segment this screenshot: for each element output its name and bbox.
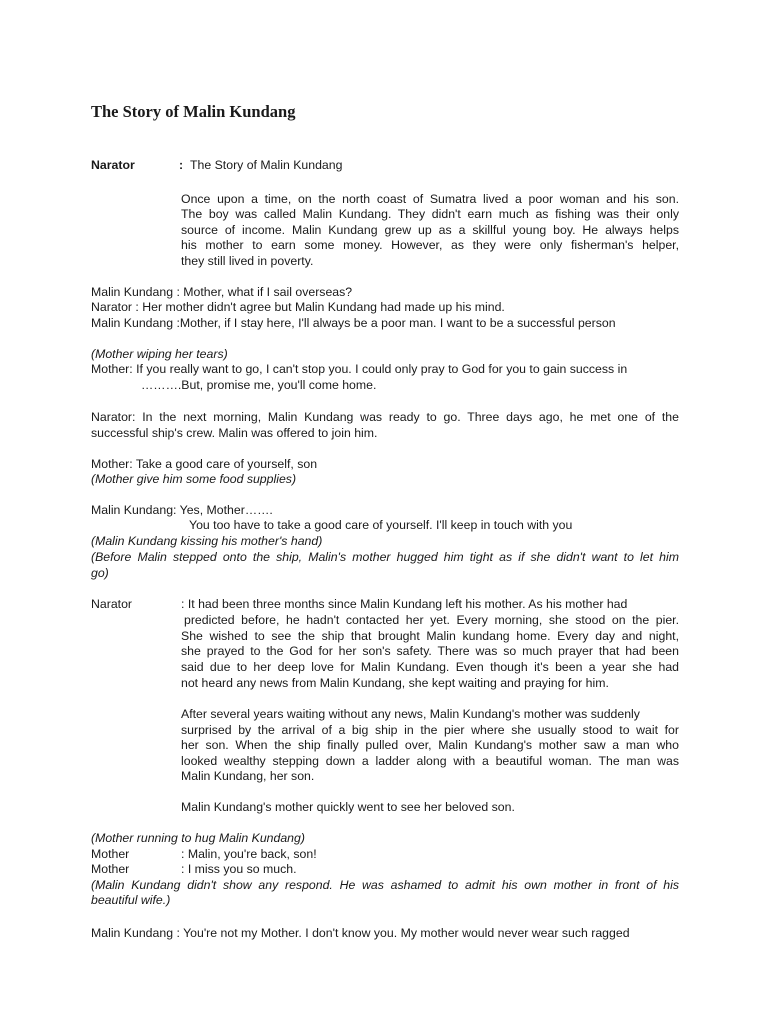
dialogue-line: successful ship's crew. Malin was offered to join him. — [91, 426, 378, 440]
story-line: her son. When the ship finally pulled over, Malin Kundang's mother saw a man who — [181, 738, 679, 752]
dialogue-line: Malin Kundang :Mother, if I stay here, I'll always be a poor man. I want to be a successful person — [91, 316, 616, 330]
stage-direction: (Mother give him some food supplies) — [91, 472, 297, 486]
story-line: said due to her deep love for Malin Kundang. Even though it's been a year she had — [181, 660, 679, 674]
stage-direction: beautiful wife.) — [91, 893, 171, 907]
dialogue-line: Malin Kundang : You're not my Mother. I don't know you. My mother would never wear such ragged — [91, 926, 630, 940]
dialogue-line: Narator: In the next morning, Malin Kundang was ready to go. Three days ago, he met one of the — [91, 410, 679, 424]
story-line: Once upon a time, on the north coast of Sumatra lived a poor woman and his son. — [181, 192, 679, 206]
story-line: : It had been three months since Malin Kundang left his mother. As his mother had — [181, 597, 628, 611]
stage-direction: (Before Malin stepped onto the ship, Malin's mother hugged him tight as if she didn't want to let him — [91, 550, 679, 564]
story-line: The boy was called Malin Kundang. They didn't earn much as fishing was their only — [181, 207, 679, 221]
speaker-mother: Mother — [91, 862, 130, 876]
story-line: source of income. Malin Kundang grew up as a skillful young boy. He always helps — [181, 223, 679, 237]
story-line: his mother to earn some money. However, as they were only fisherman's helper, — [181, 238, 679, 252]
story-line: She wished to see the ship that brought Malin kundang home. Every day and night, — [181, 629, 679, 643]
stage-direction: (Mother running to hug Malin Kundang) — [91, 831, 305, 845]
dialogue-line: : I miss you so much. — [181, 862, 297, 876]
dialogue-line: Malin Kundang : Mother, what if I sail overseas? — [91, 285, 353, 299]
document-title: The Story of Malin Kundang — [91, 102, 296, 121]
dialogue-line: You too have to take a good care of yourself. I'll keep in touch with you — [189, 518, 573, 532]
dialogue-line: Mother: Take a good care of yourself, son — [91, 457, 318, 471]
story-line: surprised by the arrival of a big ship in the pier where she usually stood to wait for — [181, 723, 679, 737]
speaker-narator: Narator — [91, 158, 135, 172]
stage-direction: (Mother wiping her tears) — [91, 347, 228, 361]
story-line: they still lived in poverty. — [181, 254, 314, 268]
dialogue-line: : Malin, you're back, son! — [181, 847, 317, 861]
story-line: she prayed to the God for her son's safety. There was so much prayer that had been — [181, 644, 679, 658]
speaker-narator: Narator — [91, 597, 133, 611]
dialogue-line: Malin Kundang: Yes, Mother……. — [91, 503, 273, 517]
dialogue-line: Mother: If you really want to go, I can't stop you. I could only pray to God for you to gain success in — [91, 362, 628, 376]
speaker-mother: Mother — [91, 847, 130, 861]
dialogue-line: ……….But, promise me, you'll come home. — [141, 378, 377, 392]
stage-direction: (Malin Kundang kissing his mother's hand) — [91, 534, 323, 548]
story-line: After several years waiting without any news, Malin Kundang's mother was suddenly — [181, 707, 640, 721]
stage-direction: go) — [91, 566, 109, 580]
stage-direction: (Malin Kundang didn't show any respond. He was ashamed to admit his own mother in front of his — [91, 878, 679, 892]
story-line: predicted before, he hadn't contacted her yet. Every morning, she stood on the pier. — [184, 613, 679, 627]
story-line: looked wealthy stepping down a ladder along with a beautiful woman. The man was — [181, 754, 679, 768]
speaker-colon: : — [179, 158, 184, 172]
dialogue-line: Narator : Her mother didn't agree but Malin Kundang had made up his mind. — [91, 300, 505, 314]
intro-text: The Story of Malin Kundang — [190, 158, 343, 172]
story-line: not heard any news from Malin Kundang, she kept waiting and praying for him. — [181, 676, 609, 690]
story-line: Malin Kundang, her son. — [181, 769, 315, 783]
story-line: Malin Kundang's mother quickly went to see her beloved son. — [181, 800, 515, 814]
